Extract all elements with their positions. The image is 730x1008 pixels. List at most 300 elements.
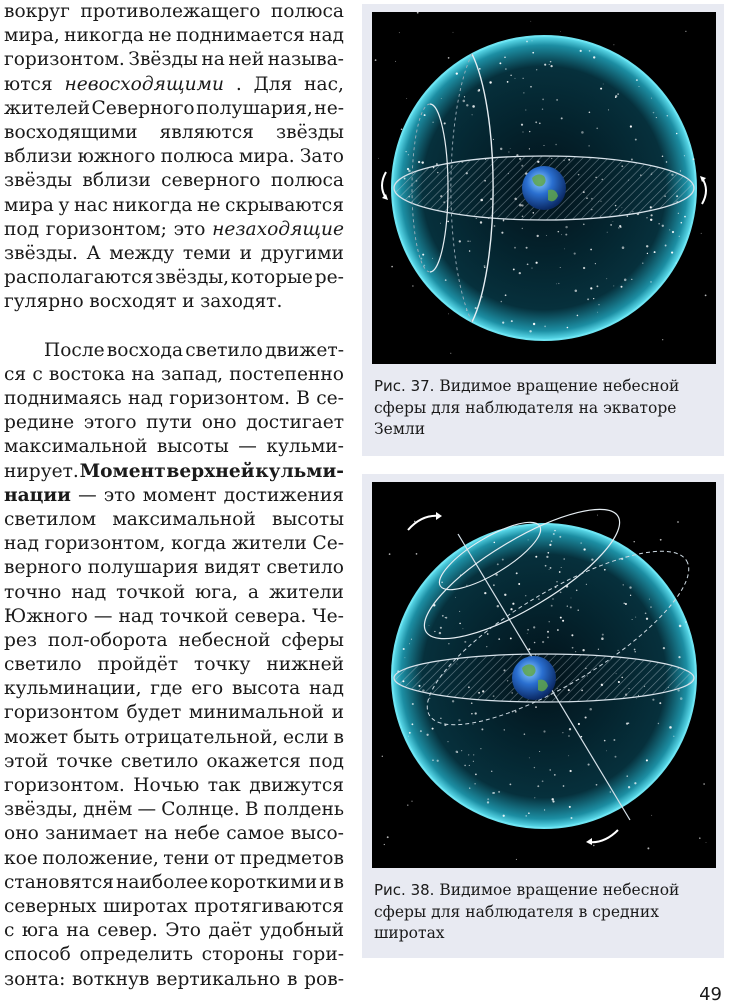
star xyxy=(659,223,660,224)
star xyxy=(407,168,409,170)
star xyxy=(685,31,686,32)
star xyxy=(635,617,636,618)
star xyxy=(527,629,529,631)
star xyxy=(680,697,683,700)
star xyxy=(531,268,532,269)
star xyxy=(545,565,547,567)
star xyxy=(500,148,502,150)
text-line: светилом максимальной высоты xyxy=(4,508,344,530)
star xyxy=(651,815,652,816)
star xyxy=(510,75,511,76)
star xyxy=(679,236,680,237)
figure-37-caption xyxy=(374,376,714,441)
star xyxy=(563,785,565,787)
star xyxy=(662,339,663,340)
star xyxy=(546,235,547,236)
star xyxy=(589,708,592,711)
star xyxy=(678,656,680,658)
star xyxy=(534,767,535,768)
star xyxy=(440,627,442,629)
star xyxy=(471,702,473,704)
star xyxy=(645,612,647,614)
star xyxy=(560,31,561,32)
star xyxy=(563,558,565,560)
star xyxy=(549,621,550,622)
star xyxy=(503,220,505,222)
star xyxy=(509,783,511,785)
star xyxy=(484,267,485,268)
star xyxy=(549,769,550,770)
star xyxy=(600,88,602,90)
star xyxy=(635,139,637,141)
star xyxy=(556,283,557,284)
star xyxy=(408,736,409,737)
star xyxy=(677,521,679,523)
star xyxy=(588,764,590,766)
star xyxy=(529,330,531,332)
star xyxy=(453,32,454,33)
text-line: оно занимает на небе самое высо- xyxy=(4,823,344,845)
star xyxy=(399,32,400,33)
star xyxy=(447,221,449,223)
star xyxy=(578,610,579,611)
star xyxy=(646,217,647,218)
star xyxy=(662,156,664,158)
star xyxy=(699,837,701,839)
star xyxy=(650,606,651,607)
star xyxy=(516,572,518,574)
star xyxy=(535,706,537,708)
star xyxy=(555,144,557,146)
star xyxy=(492,792,494,794)
star xyxy=(532,41,533,42)
star xyxy=(525,595,526,596)
star xyxy=(551,605,553,607)
star xyxy=(570,606,572,608)
text-line: поднимаясь над горизонтом. В се- xyxy=(4,388,344,409)
star xyxy=(487,633,489,635)
text-line: становятся наиболее короткими и в xyxy=(4,871,344,893)
star xyxy=(389,553,391,555)
star xyxy=(412,285,413,286)
star xyxy=(535,556,537,558)
star xyxy=(524,733,526,735)
star xyxy=(432,122,434,124)
text-line xyxy=(4,314,344,338)
star xyxy=(484,265,486,267)
star xyxy=(535,121,537,123)
text-line: нации — это момент достижения xyxy=(4,484,344,506)
star xyxy=(663,647,665,649)
star xyxy=(497,563,499,565)
star xyxy=(650,219,652,221)
star xyxy=(527,263,529,265)
star xyxy=(439,632,441,634)
star xyxy=(528,539,529,540)
star xyxy=(504,56,506,58)
star xyxy=(693,158,695,160)
star xyxy=(552,801,554,803)
star xyxy=(519,272,521,274)
rotation-arrow-icon xyxy=(588,830,618,842)
star xyxy=(461,750,462,751)
star xyxy=(613,44,614,45)
star xyxy=(469,787,470,788)
star xyxy=(417,12,419,14)
star xyxy=(406,151,407,152)
star xyxy=(705,295,707,297)
star xyxy=(375,59,377,61)
star xyxy=(617,650,618,651)
star xyxy=(512,603,514,605)
star xyxy=(450,353,451,354)
star xyxy=(487,798,489,800)
star xyxy=(649,599,650,600)
star xyxy=(505,68,507,70)
star xyxy=(569,770,571,772)
star xyxy=(588,145,589,146)
star xyxy=(679,625,682,628)
text-line: максимальной высоты — кульми- xyxy=(4,436,344,458)
star xyxy=(556,99,558,101)
star xyxy=(475,307,477,309)
rotation-arrow-icon xyxy=(408,516,440,530)
star xyxy=(577,315,579,317)
star xyxy=(636,79,638,81)
star xyxy=(671,252,673,254)
star xyxy=(463,100,466,103)
star xyxy=(669,229,670,230)
star xyxy=(479,68,481,70)
star xyxy=(491,771,492,772)
star xyxy=(596,285,598,287)
star xyxy=(464,765,466,767)
star xyxy=(529,131,530,132)
star xyxy=(654,251,656,253)
star xyxy=(542,780,544,782)
star xyxy=(658,723,659,724)
star xyxy=(501,301,503,303)
star xyxy=(569,728,571,730)
star xyxy=(408,154,409,155)
star xyxy=(629,586,631,588)
star xyxy=(473,724,474,725)
star xyxy=(550,567,552,569)
star xyxy=(544,64,546,66)
star xyxy=(409,643,410,644)
star xyxy=(549,569,550,570)
star xyxy=(466,585,467,586)
star xyxy=(526,41,528,43)
star xyxy=(567,605,568,606)
star xyxy=(445,617,447,619)
star xyxy=(560,591,562,593)
star xyxy=(653,112,654,113)
star xyxy=(445,279,447,281)
star xyxy=(523,92,524,93)
star xyxy=(534,797,535,798)
star xyxy=(646,618,648,620)
star xyxy=(515,78,516,79)
celestial-sphere-equator xyxy=(372,12,716,364)
star xyxy=(444,122,446,124)
text-line: северных широтах протягиваются xyxy=(4,895,344,917)
star xyxy=(634,649,636,651)
star xyxy=(459,240,461,242)
star xyxy=(627,775,628,776)
star xyxy=(448,643,449,644)
star xyxy=(470,241,471,242)
star xyxy=(551,798,553,800)
star xyxy=(613,739,615,741)
star xyxy=(395,61,396,62)
text-line: способ определить стороны гори- xyxy=(4,944,344,966)
star xyxy=(472,105,475,108)
star xyxy=(387,836,389,838)
star xyxy=(403,648,405,650)
star xyxy=(647,253,648,254)
star xyxy=(523,78,524,79)
star xyxy=(511,320,513,322)
star xyxy=(621,286,623,288)
star xyxy=(469,250,471,252)
star xyxy=(526,247,528,249)
star xyxy=(632,619,633,620)
star xyxy=(498,638,500,640)
figure-38-label: Рис. 38. xyxy=(374,881,435,899)
star xyxy=(610,224,612,226)
star xyxy=(445,617,446,618)
star xyxy=(567,327,569,329)
star xyxy=(618,227,619,228)
star xyxy=(525,109,526,110)
star xyxy=(408,170,411,173)
star xyxy=(432,258,433,259)
star xyxy=(469,765,470,766)
star xyxy=(652,699,654,701)
star xyxy=(457,752,458,753)
star xyxy=(437,760,439,762)
figure-37-illustration xyxy=(372,12,716,364)
star xyxy=(551,540,553,542)
star xyxy=(543,730,545,732)
star xyxy=(480,221,482,223)
star xyxy=(587,298,589,300)
star xyxy=(440,718,441,719)
text-line: зонта: воткнув вертикально в ров- xyxy=(4,968,344,990)
star xyxy=(676,133,678,135)
star xyxy=(473,754,474,755)
star xyxy=(436,163,438,165)
star xyxy=(544,145,545,146)
star xyxy=(666,161,667,162)
star xyxy=(473,761,474,762)
star xyxy=(503,815,505,817)
star xyxy=(630,125,632,127)
star xyxy=(650,281,652,283)
star xyxy=(502,322,504,324)
star xyxy=(678,213,679,214)
text-line: вокруг противолежащего полюса xyxy=(4,1,344,22)
star xyxy=(404,657,405,658)
text-line: с юга на север. Это даёт удобный xyxy=(4,920,344,942)
star xyxy=(586,584,587,585)
star xyxy=(623,584,624,585)
star xyxy=(672,231,674,233)
text-line: звёзды, днём — Солнце. В полдень xyxy=(4,799,344,821)
star xyxy=(547,552,549,554)
star xyxy=(547,637,549,639)
star xyxy=(542,99,544,101)
star xyxy=(565,226,567,228)
star xyxy=(544,326,546,328)
star xyxy=(580,50,582,52)
star xyxy=(562,620,564,622)
star xyxy=(536,69,537,70)
text-line: После восхода светило движет- xyxy=(44,339,344,361)
star xyxy=(546,556,548,558)
text-line: мира у нас никогда не скрываются xyxy=(4,194,344,216)
star xyxy=(639,86,640,87)
star xyxy=(601,637,604,640)
star xyxy=(602,634,604,636)
star xyxy=(424,114,426,116)
star xyxy=(558,283,559,284)
star xyxy=(458,719,460,721)
star xyxy=(547,631,549,633)
star xyxy=(581,543,582,544)
star xyxy=(615,95,617,97)
star xyxy=(448,57,450,59)
figure-37-label: Рис. 37. xyxy=(374,377,435,395)
star xyxy=(530,86,532,88)
star xyxy=(493,584,495,586)
star xyxy=(684,216,686,218)
text-line: мира, никогда не поднимается над xyxy=(4,25,344,47)
star xyxy=(651,98,652,99)
star xyxy=(466,104,468,106)
star xyxy=(518,583,520,585)
star xyxy=(533,626,535,628)
star xyxy=(537,235,539,237)
star xyxy=(565,234,567,236)
star xyxy=(426,734,428,736)
star xyxy=(608,109,609,110)
star xyxy=(472,114,473,115)
body-text-column xyxy=(4,0,344,992)
star xyxy=(581,131,584,134)
star xyxy=(701,233,702,234)
star xyxy=(647,847,649,849)
star xyxy=(622,246,625,249)
star xyxy=(505,294,507,296)
text-line: светило пройдёт точку нижней xyxy=(4,654,344,676)
star xyxy=(561,117,563,119)
star xyxy=(406,98,407,99)
star xyxy=(559,571,561,573)
star xyxy=(384,844,385,845)
star xyxy=(589,112,591,114)
star xyxy=(560,267,561,268)
star xyxy=(412,703,414,705)
star xyxy=(525,815,527,817)
star xyxy=(411,639,412,640)
text-line: звёзды вблизи северного полюса xyxy=(4,170,344,192)
star xyxy=(432,728,434,730)
star xyxy=(569,806,571,808)
star xyxy=(665,245,667,247)
star xyxy=(464,96,465,97)
star xyxy=(598,304,599,305)
star xyxy=(556,581,557,582)
text-line: восходящими являются звёзды xyxy=(4,121,344,143)
star xyxy=(681,222,683,224)
star xyxy=(504,729,505,730)
star xyxy=(521,124,523,126)
star xyxy=(494,542,496,544)
star xyxy=(480,748,481,749)
text-line: над горизонтом, когда жители Се- xyxy=(4,533,344,555)
star xyxy=(676,262,677,263)
star xyxy=(561,567,562,568)
star xyxy=(409,732,411,734)
star xyxy=(583,548,585,550)
star xyxy=(510,637,512,639)
star xyxy=(606,750,607,751)
star xyxy=(642,263,643,264)
star xyxy=(513,268,515,270)
star xyxy=(459,623,461,625)
star xyxy=(575,651,576,652)
star xyxy=(528,648,530,650)
text-line: кульминации, где его высота над xyxy=(4,678,344,700)
star xyxy=(494,225,496,227)
star xyxy=(582,649,584,651)
star xyxy=(646,245,648,247)
star xyxy=(625,603,627,605)
star xyxy=(634,782,636,784)
star xyxy=(669,726,672,729)
star xyxy=(610,791,611,792)
star xyxy=(554,774,556,776)
text-line: горизонтом будет минимальной и xyxy=(4,702,344,724)
text-line: этой точке светило окажется под xyxy=(4,750,344,772)
star xyxy=(633,541,634,542)
star xyxy=(459,611,460,612)
text-line: точно над точкой юга, а жители xyxy=(4,581,344,603)
star xyxy=(481,728,483,730)
text-line: нирует. Момент верхней кульми- xyxy=(4,460,344,482)
text-line: располагаются звёзды, которые ре- xyxy=(4,267,344,289)
star xyxy=(571,817,573,819)
star xyxy=(656,117,657,118)
rotation-arrow-icon xyxy=(702,178,706,204)
star xyxy=(476,218,477,219)
text-line: вблизи южного полюса мира. Зато xyxy=(4,146,344,168)
star xyxy=(557,629,559,631)
star xyxy=(604,740,606,742)
star xyxy=(549,64,550,65)
star xyxy=(475,712,477,714)
star xyxy=(604,569,606,571)
star xyxy=(559,536,561,538)
star xyxy=(456,72,458,74)
star xyxy=(544,809,545,810)
celestial-sphere-mid-latitudes xyxy=(372,482,716,868)
star xyxy=(562,732,563,733)
star xyxy=(575,290,578,293)
star xyxy=(651,214,653,216)
